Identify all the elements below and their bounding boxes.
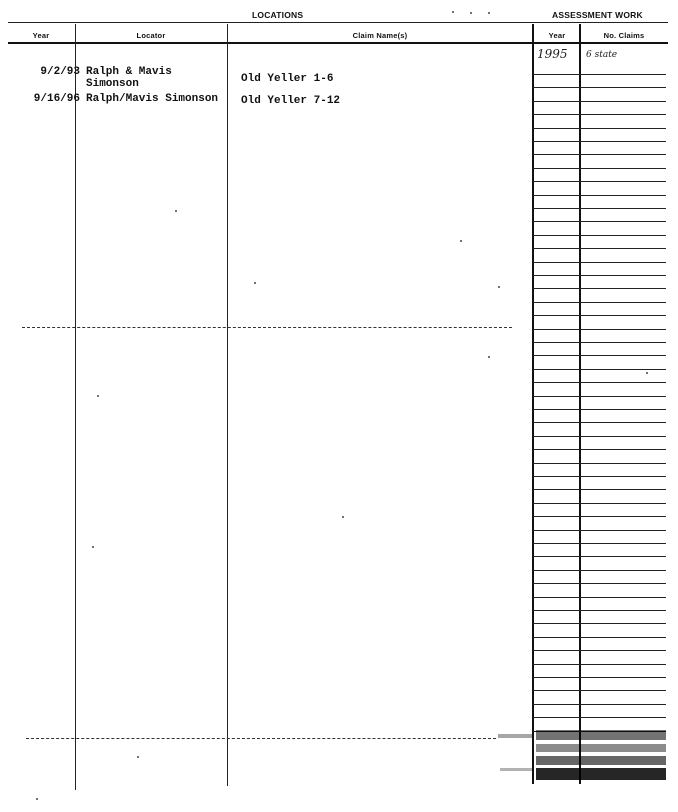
assessment-rule-line	[533, 516, 666, 517]
location-year-2: 9/16/96	[33, 93, 80, 105]
assessment-rule-line	[533, 154, 666, 155]
page-break-rule-2	[26, 738, 496, 739]
speck	[97, 395, 99, 397]
assessment-rule-line	[533, 717, 666, 718]
assessment-rule-line	[533, 436, 666, 437]
assessment-rule-line	[533, 114, 666, 115]
no-claims-column-header: No. Claims	[603, 31, 645, 40]
locator-column-header: Locator	[136, 31, 166, 40]
assessment-rule-line	[533, 235, 666, 236]
assessment-rule-line	[533, 583, 666, 584]
aw-year-column-header: Year	[548, 31, 566, 40]
assessment-rule-line	[533, 623, 666, 624]
assessment-rule-line	[533, 302, 666, 303]
assessment-rule-line	[533, 409, 666, 410]
scan-noise-1	[536, 730, 666, 740]
divider-year-locator	[75, 24, 76, 790]
assessment-rule-line	[533, 262, 666, 263]
assessment-rule-line	[533, 141, 666, 142]
speck	[470, 12, 472, 14]
scan-noise-6	[500, 768, 532, 771]
location-claims-2: Old Yeller 7-12	[241, 95, 341, 107]
assessment-rule-line	[533, 181, 666, 182]
assessment-rule-line	[533, 396, 666, 397]
divider-aw-year-claims	[579, 24, 581, 784]
assessment-rule-line	[533, 315, 666, 316]
scan-noise-2	[536, 744, 666, 752]
speck	[488, 12, 490, 14]
assessment-rule-line	[533, 704, 666, 705]
assessment-rule-line	[533, 128, 666, 129]
assessment-rule-line	[533, 168, 666, 169]
assessment-rule-line	[533, 503, 666, 504]
header-rule	[8, 22, 668, 23]
divider-locator-claims	[227, 24, 228, 786]
assessment-rule-line	[533, 74, 666, 75]
assessment-rule-line	[533, 677, 666, 678]
scan-noise-4	[536, 768, 666, 780]
divider-claims-assessment	[532, 24, 534, 784]
speck	[646, 372, 648, 374]
assessment-rule-line	[533, 690, 666, 691]
assessment-rule-line	[533, 208, 666, 209]
assessment-rule-line	[533, 288, 666, 289]
assessment-rule-line	[533, 543, 666, 544]
assessment-rule-line	[533, 449, 666, 450]
speck	[254, 282, 256, 284]
assessment-rule-line	[533, 195, 666, 196]
speck	[452, 11, 454, 13]
speck	[36, 798, 38, 800]
location-locator-1: Ralph & Mavis Simonson	[86, 66, 172, 90]
assessment-rule-line	[533, 476, 666, 477]
assessment-rule-line	[533, 610, 666, 611]
locations-header: LOCATIONS	[252, 10, 304, 20]
assessment-rule-line	[533, 248, 666, 249]
assessment-work-header: ASSESSMENT WORK	[552, 10, 643, 20]
page-break-rule-1	[22, 327, 512, 328]
assessment-rule-line	[533, 342, 666, 343]
assessment-rule-line	[533, 422, 666, 423]
assessment-rule-line	[533, 101, 666, 102]
assessment-rule-line	[533, 87, 666, 88]
assessment-rule-line	[533, 530, 666, 531]
speck	[342, 516, 344, 518]
assessment-rule-line	[533, 650, 666, 651]
assessment-rule-line	[533, 369, 666, 370]
assessment-rule-line	[533, 664, 666, 665]
assessment-rule-line	[533, 355, 666, 356]
assessment-rule-line	[533, 463, 666, 464]
column-header-rule	[8, 42, 668, 44]
speck	[175, 210, 177, 212]
assessment-rule-line	[533, 637, 666, 638]
scan-noise-5	[498, 734, 532, 738]
assessment-rule-line	[533, 329, 666, 330]
year-column-header: Year	[32, 31, 50, 40]
assessment-rule-line	[533, 382, 666, 383]
assessment-no-claims-1: 6 state	[586, 50, 618, 60]
claim-names-column-header: Claim Name(s)	[352, 31, 408, 40]
speck	[488, 356, 490, 358]
assessment-rule-line	[533, 221, 666, 222]
assessment-rule-line	[533, 489, 666, 490]
speck	[498, 286, 500, 288]
scan-noise-3	[536, 756, 666, 765]
assessment-year-1: 1995	[537, 47, 568, 61]
location-claims-1: Old Yeller 1-6	[241, 73, 334, 85]
location-year-1: 9/2/93	[40, 66, 80, 78]
assessment-rule-line	[533, 570, 666, 571]
assessment-rule-line	[533, 275, 666, 276]
assessment-rule-line	[533, 597, 666, 598]
location-locator-2: Ralph/Mavis Simonson	[86, 93, 219, 105]
speck	[137, 756, 139, 758]
speck	[92, 546, 94, 548]
speck	[460, 240, 462, 242]
assessment-rule-line	[533, 556, 666, 557]
